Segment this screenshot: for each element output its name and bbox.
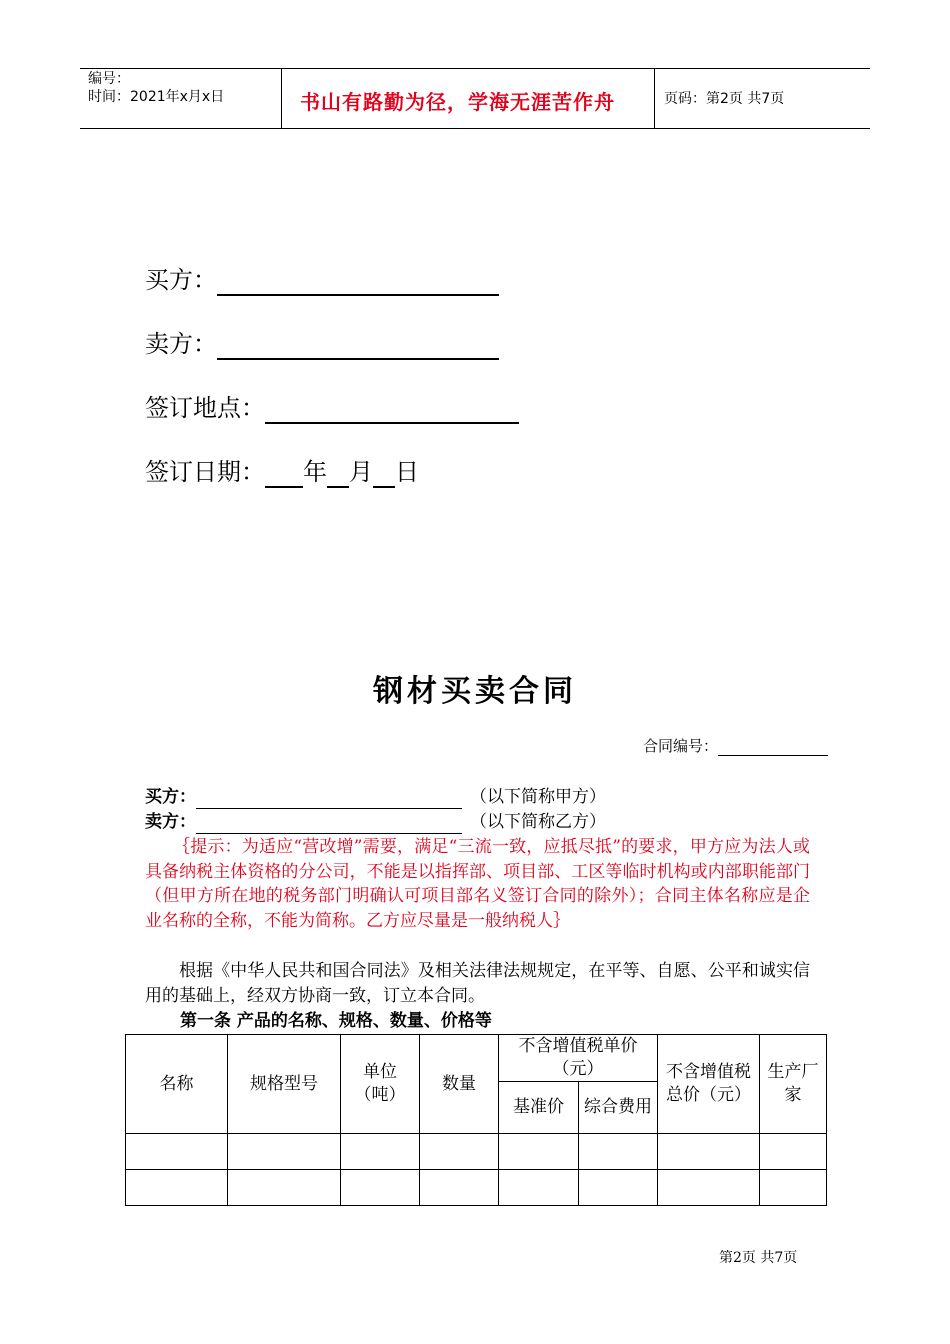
table-row [126,1170,827,1206]
table-cell [126,1134,228,1170]
goods-table [125,1034,827,1206]
table-cell [579,1170,658,1206]
table-cell [579,1134,658,1170]
table-cell [341,1134,420,1170]
col-header-name: 名称 [126,1035,228,1134]
header-time-label: 时间：2021年x月x日 [88,89,225,105]
table-cell [228,1170,341,1206]
header-top-rule [80,68,870,69]
header-divider-right [654,68,655,128]
cover-seller-blank [217,336,499,360]
col-header-spec: 规格型号 [228,1035,341,1134]
party-buyer-label: 买方： [145,787,196,807]
col-header-fee: 综合费用 [579,1082,658,1134]
table-cell [499,1134,579,1170]
party-buyer-row [145,785,606,809]
cover-date-year-blank [265,464,303,488]
party-seller-suffix: （以下简称乙方） [470,812,606,832]
col-header-manufacturer: 生产厂家 [760,1035,827,1134]
party-buyer-suffix: （以下简称甲方） [470,787,606,807]
col-header-unit-price: 不含增值税单价（元） [499,1035,658,1082]
contract-number-label: 合同编号： [643,737,719,755]
header-page-label: 页码：第2页 共7页 [664,91,785,107]
cover-date-year: 年 [303,458,327,486]
contract-title: 钢材买卖合同 [373,674,577,709]
table-cell [499,1170,579,1206]
cover-seller-label: 卖方： [145,330,217,358]
col-header-unit: 单位（吨） [341,1035,420,1134]
contract-number-blank [718,739,828,756]
cover-place-row [145,392,519,424]
header-bottom-rule [80,128,870,129]
table-cell [126,1170,228,1206]
col-header-total-price: 不含增值税总价（元） [658,1035,760,1134]
cover-buyer-blank [217,272,499,296]
header-divider-left [281,68,282,128]
cover-date-row [145,456,419,488]
table-cell [420,1134,499,1170]
table-cell [228,1134,341,1170]
cover-date-label: 签订日期： [145,458,265,486]
cover-date-month-blank [327,464,349,488]
table-cell [760,1170,827,1206]
cover-buyer-label: 买方： [145,266,217,294]
party-buyer-blank [196,790,462,809]
party-seller-blank [196,815,462,834]
cover-date-day-blank [373,464,395,488]
footer-page-number: 第2页 共7页 [719,1250,798,1266]
table-cell [658,1170,760,1206]
table-cell [658,1134,760,1170]
contract-number-row [643,736,828,756]
cover-place-blank [265,400,519,424]
intro-paragraph: 根据《中华人民共和国合同法》及相关法律法规规定，在平等、自愿、公平和诚实信用的基础上，经双方协商一致，订立本合同。 [145,961,810,1006]
cover-date-month: 月 [349,458,373,486]
cover-date-day: 日 [395,458,419,486]
col-header-base-price: 基准价 [499,1082,579,1134]
cover-buyer-row [145,264,499,296]
col-header-quantity: 数量 [420,1035,499,1134]
party-seller-label: 卖方： [145,812,196,832]
header-number-label: 编号： [88,71,130,87]
header-motto: 书山有路勤为径，学海无涯苦作舟 [300,90,615,114]
cover-place-label: 签订地点： [145,394,265,422]
table-row [126,1134,827,1170]
table-cell [760,1134,827,1170]
party-seller-row [145,810,606,834]
tip-paragraph: ｛提示：为适应“营改增”需要，满足“三流一致，应抵尽抵”的要求，甲方应为法人或具备纳税主体资格的分公司，不能是以指挥部、项目部、工区等临时机构或内部职能部门（但甲方所在地的税务部门明确认可项目部名义签订合同的除外）；合同主体名称应是企业名称的全称，不能为简称。乙方应尽量是一般纳税人｝ [145,837,810,931]
article-1-heading: 第一条 产品的名称、规格、数量、价格等 [180,1011,492,1031]
table-cell [341,1170,420,1206]
table-cell [420,1170,499,1206]
cover-seller-row [145,328,499,360]
